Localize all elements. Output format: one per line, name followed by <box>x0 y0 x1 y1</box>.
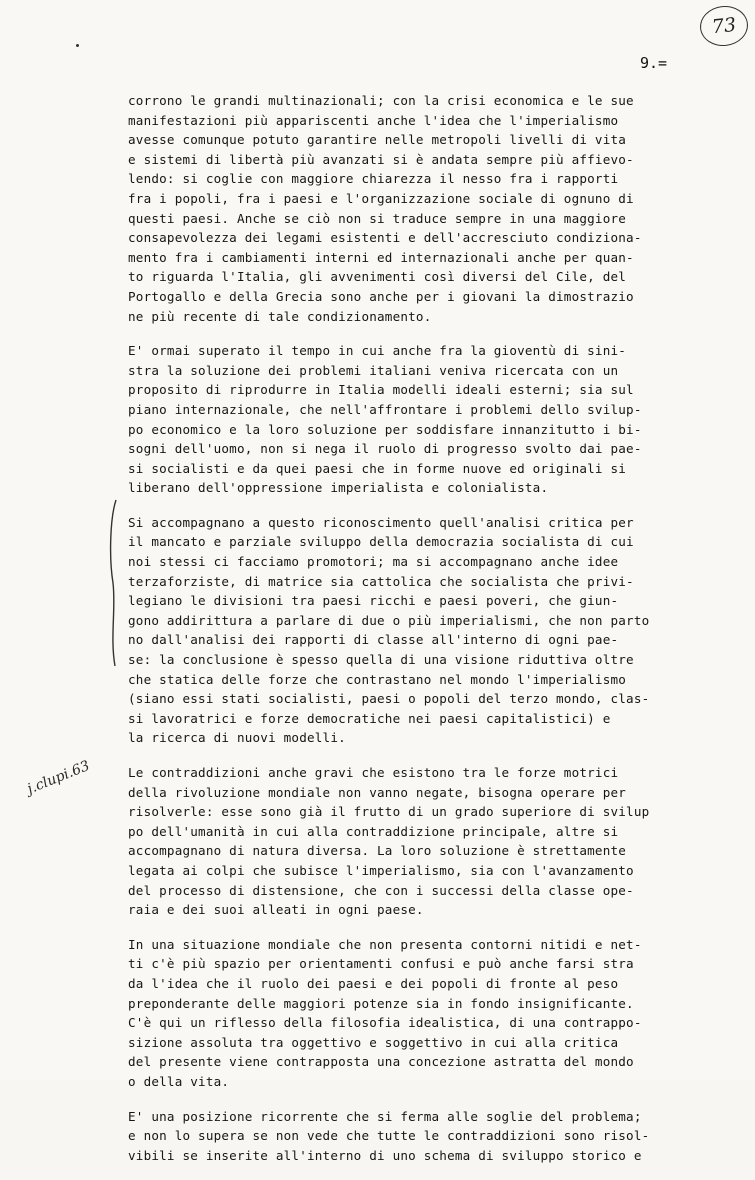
paragraph <box>128 1107 748 1166</box>
paragraph <box>128 763 748 920</box>
stamp-number: 73 <box>710 13 738 39</box>
text-line: In una situazione mondiale che non presenta contorni nitidi e net- <box>128 936 642 952</box>
text-line: e sistemi di libertà più avanzati si è andata sempre più affievo- <box>128 151 634 167</box>
text-line: il mancato e parziale sviluppo della democrazia socialista di cui <box>128 534 634 550</box>
text-line: questi paesi. Anche se ciò non si traduce sempre in una maggiore <box>128 210 627 226</box>
text-line: del presente viene contrapposta una concezione astratta del mondo <box>128 1054 634 1070</box>
text-line: po economico e la loro soluzione per soddisfare innanzitutto i bi- <box>128 421 642 437</box>
text-line: se: la conclusione è spesso quella di una visione riduttiva oltre <box>128 652 634 668</box>
text-line: avesse comunque potuto garantire nelle metropoli livelli di vita <box>128 132 627 148</box>
text-line: ti c'è più spazio per orientamenti confusi e può anche farsi stra <box>128 956 634 972</box>
text-line: la ricerca di nuovi modelli. <box>128 730 346 746</box>
text-line: mento fra i cambiamenti interni ed internazionali anche per quan- <box>128 249 634 265</box>
text-line: terzaforziste, di matrice sia cattolica che socialista che privi- <box>128 573 634 589</box>
paragraph <box>128 513 748 748</box>
text-line: noi stessi ci facciamo promotori; ma si accompagnano anche idee <box>128 554 619 570</box>
text-line: della rivoluzione mondiale non vanno negate, bisogna operare per <box>128 784 627 800</box>
text-line: corrono le grandi multinazionali; con la crisi economica e le sue <box>128 93 634 108</box>
text-line: liberano dell'oppressione imperialista e colonialista. <box>128 480 549 496</box>
text-line: Si accompagnano a questo riconoscimento quell'analisi critica per <box>128 514 634 530</box>
text-line: accompagnano di natura diversa. La loro soluzione è strettamente <box>128 843 627 859</box>
text-line: legata ai colpi che subisce l'imperialismo, sia con l'avanzamento <box>128 862 634 878</box>
text-line: e non lo supera se non vede che tutte le contraddizioni sono risol- <box>128 1128 650 1144</box>
text-line: no dall'analisi dei rapporti di classe all'interno di ogni pae- <box>128 632 619 648</box>
text-line: sogni dell'uomo, non si nega il ruolo di progresso svolto dai pae- <box>128 441 642 457</box>
text-line: po dell'umanità in cui alla contraddizione principale, altre si <box>128 823 619 839</box>
text-line: ne più recente di tale condizionamento. <box>128 308 432 324</box>
text-line: fra i popoli, fra i paesi e l'organizzazione sociale di ognuno di <box>128 190 634 206</box>
text-line: preponderante delle maggiori potenze sia in fondo insignificante. <box>128 995 634 1011</box>
text-line: da l'idea che il ruolo dei paesi e dei popoli di fronte al peso <box>128 975 619 991</box>
text-line: o della vita. <box>128 1073 230 1089</box>
text-line: piano internazionale, che nell'affrontare i problemi dello svilup- <box>128 401 642 417</box>
text-line: stra la soluzione dei problemi italiani veniva ricercata con un <box>128 362 619 378</box>
text-line: to riguarda l'Italia, gli avvenimenti così diversi del Cile, del <box>128 269 627 285</box>
text-line: lendo: si coglie con maggiore chiarezza il nesso fra i rapporti <box>128 171 619 187</box>
ink-speck <box>76 44 79 47</box>
text-line: vibili se inserite all'interno di uno schema di sviluppo storico e <box>128 1147 642 1163</box>
paragraph <box>128 91 748 326</box>
text-line: si lavoratrici e forze democratiche nei paesi capitalistici) e <box>128 710 611 726</box>
text-line: raia e dei suoi alleati in ogni paese. <box>128 902 424 918</box>
text-line: E' una posizione ricorrente che si ferma alle soglie del problema; <box>128 1108 642 1124</box>
paragraph <box>128 341 748 498</box>
text-line: si socialisti e da quei paesi che in forme nuove ed originali si <box>128 460 627 476</box>
paragraph <box>128 935 748 1092</box>
margin-bracket-mark <box>106 498 120 668</box>
text-line: risolverle: esse sono già il frutto di un grado superiore di svilup <box>128 804 650 820</box>
text-line: Le contraddizioni anche gravi che esistono tra le forze motrici <box>128 765 619 780</box>
page-number: 9.= <box>640 54 668 72</box>
text-line: gono addirittura a parlare di due o più imperialismi, che non parto <box>128 612 650 628</box>
text-line: sizione assoluta tra oggettivo e soggettivo in cui alla critica <box>128 1034 619 1050</box>
text-line: legiano le divisioni tra paesi ricchi e paesi poveri, che giun- <box>128 593 619 609</box>
document-body <box>128 91 748 1180</box>
text-line: manifestazioni più appariscenti anche l'idea che l'imperialismo <box>128 112 619 128</box>
text-line: che statica delle forze che contrastano nel mondo l'imperialismo <box>128 671 627 687</box>
handwritten-margin-note: j.clupi.63 <box>25 757 93 798</box>
text-line: proposito di riprodurre in Italia modelli ideali esterni; sia sul <box>128 382 634 398</box>
text-line: consapevolezza dei legami esistenti e dell'accresciuto condiziona- <box>128 230 642 246</box>
text-line: (siano essi stati socialisti, paesi o popoli del terzo mondo, clas- <box>128 691 650 707</box>
text-line: C'è qui un riflesso della filosofia idealistica, di una contrappo- <box>128 1015 642 1031</box>
page-stamp <box>698 4 750 49</box>
text-line: del processo di distensione, che con i successi della classe ope- <box>128 882 634 898</box>
text-line: Portogallo e della Grecia sono anche per i giovani la dimostrazio <box>128 288 634 304</box>
text-line: E' ormai superato il tempo in cui anche fra la gioventù di sini- <box>128 343 627 359</box>
